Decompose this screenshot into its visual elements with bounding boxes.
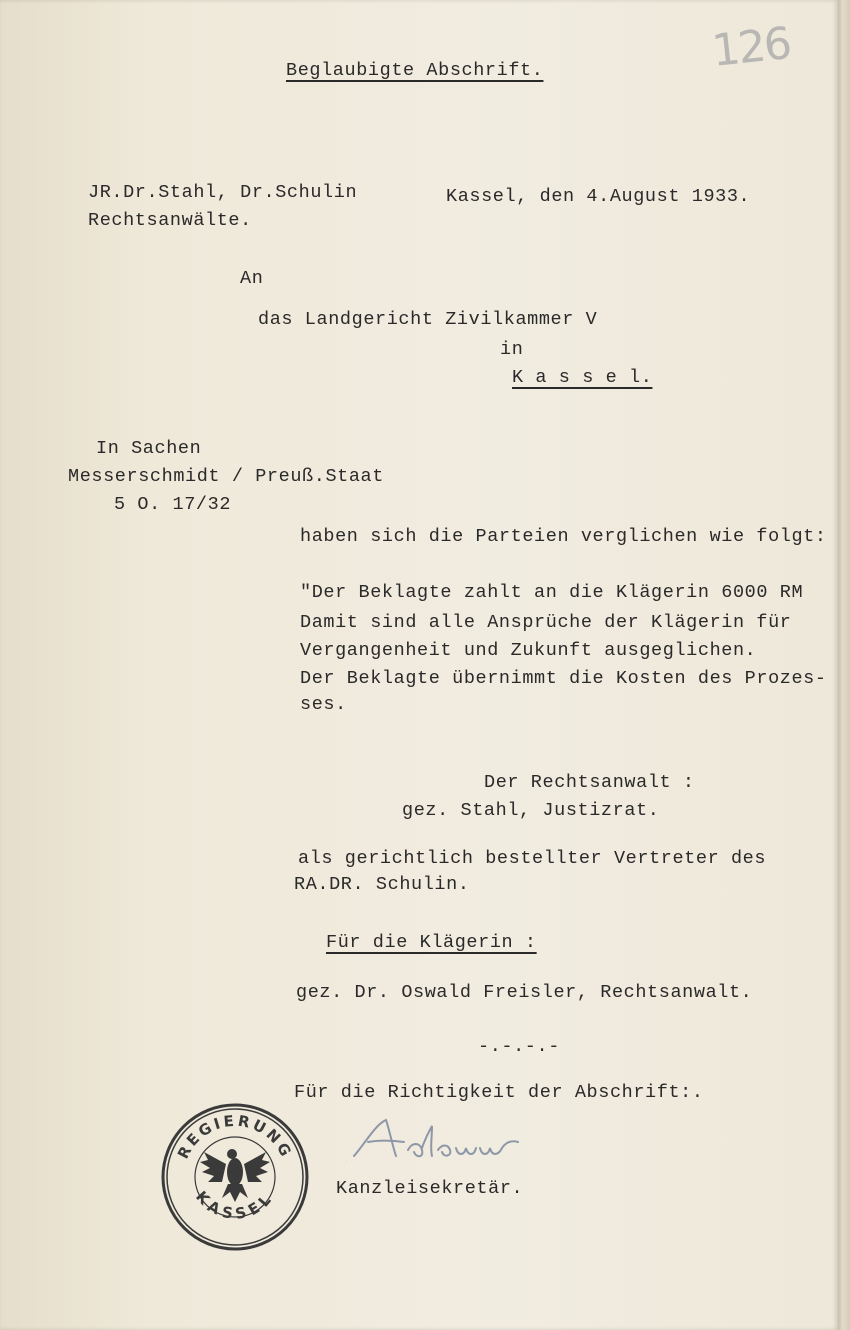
- lawyer-representative-2: RA.DR. Schulin.: [294, 874, 470, 895]
- plaintiff-label: Für die Klägerin :: [326, 932, 537, 953]
- certification-line: Für die Richtigkeit der Abschrift:.: [294, 1082, 704, 1103]
- seal-bottom-text: KASSEL: [192, 1187, 278, 1224]
- pencil-page-number: 126: [709, 18, 793, 77]
- separator: -.-.-.-: [478, 1036, 560, 1057]
- plaintiff-signed: gez. Dr. Oswald Freisler, Rechtsanwalt.: [296, 982, 753, 1003]
- lawyer-signed: gez. Stahl, Justizrat.: [402, 800, 660, 821]
- page-edge: [838, 0, 850, 1330]
- addressee-court: das Landgericht Zivilkammer V: [258, 309, 598, 330]
- body-line-3: Vergangenheit und Zukunft ausgeglichen.: [300, 640, 757, 661]
- lawyer-representative-1: als gerichtlich bestellter Vertreter des: [298, 848, 767, 869]
- body-line-2: Damit sind alle Ansprüche der Klägerin für: [300, 612, 792, 633]
- handwritten-signature: [346, 1112, 526, 1172]
- seal-top-text: REGIERUNG: [173, 1111, 297, 1162]
- place-date: Kassel, den 4.August 1933.: [446, 186, 751, 207]
- body-intro: haben sich die Parteien verglichen wie folgt:: [300, 526, 827, 547]
- sender-line-2: Rechtsanwälte.: [88, 210, 252, 231]
- body-line-4: Der Beklagte übernimmt die Kosten des Prozes-: [300, 668, 827, 689]
- sender-line-1: JR.Dr.Stahl, Dr.Schulin: [88, 182, 358, 203]
- body-line-1: "Der Beklagte zahlt an die Klägerin 6000 RM: [300, 582, 804, 603]
- clerk-title: Kanzleisekretär.: [336, 1178, 524, 1199]
- official-seal: [160, 1102, 310, 1252]
- case-line-1: In Sachen: [96, 438, 202, 459]
- addressee-city: K a s s e l.: [512, 367, 653, 388]
- addressee-in: in: [500, 339, 524, 360]
- case-line-2: Messerschmidt / Preuß.Staat: [68, 466, 384, 487]
- body-line-5: ses.: [300, 694, 347, 715]
- addressee-an: An: [240, 268, 264, 289]
- case-number: 5 O. 17/32: [114, 494, 232, 515]
- lawyer-label: Der Rechtsanwalt :: [484, 772, 695, 793]
- document-title: Beglaubigte Abschrift.: [286, 60, 544, 81]
